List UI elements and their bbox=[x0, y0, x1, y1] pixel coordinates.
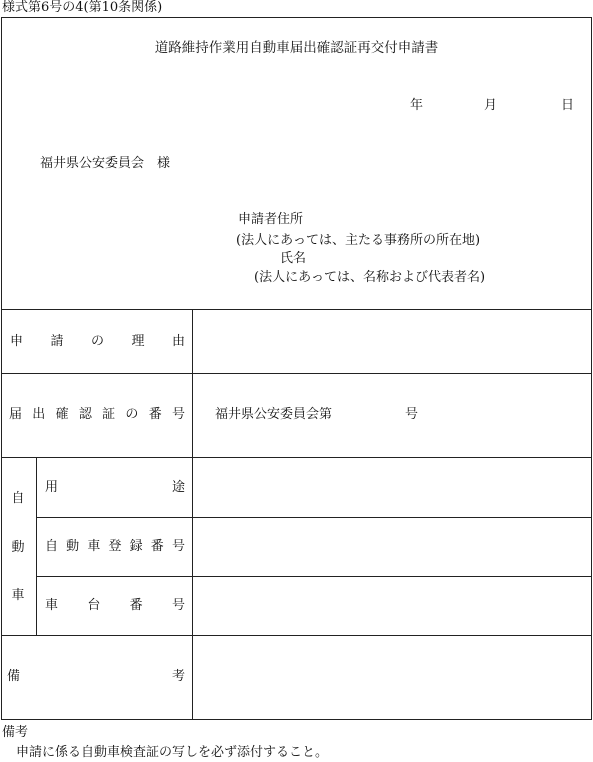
registration-number-label: 自 動 車 登 録 番 号 bbox=[45, 539, 185, 554]
reason-label: 申 請 の 理 由 bbox=[10, 334, 185, 349]
date-month-label: 月 bbox=[484, 98, 498, 113]
usage-label: 用 途 bbox=[45, 480, 185, 495]
cert-number-label: 届 出 確 認 証 の 番 号 bbox=[9, 407, 185, 422]
chassis-number-field[interactable] bbox=[193, 577, 591, 634]
cert-number-suffix: 号 bbox=[405, 407, 419, 422]
remarks-label: 備 考 bbox=[7, 669, 185, 684]
chassis-number-label: 車 台 番 号 bbox=[45, 598, 185, 613]
addressee: 福井県公安委員会 様 bbox=[40, 156, 171, 171]
applicant-name-note: (法人にあっては、名称および代表者名) bbox=[254, 270, 486, 285]
notes-heading: 備考 bbox=[2, 725, 29, 740]
registration-number-field[interactable] bbox=[193, 518, 591, 575]
cert-number-field[interactable] bbox=[342, 374, 404, 456]
cert-number-prefix: 福井県公安委員会第 bbox=[215, 407, 333, 422]
applicant-address-label: 申請者住所 bbox=[238, 212, 304, 227]
applicant-name-label: 氏名 bbox=[280, 251, 307, 266]
reason-field[interactable] bbox=[193, 310, 591, 372]
usage-field[interactable] bbox=[193, 458, 591, 516]
notes-text: 申請に係る自動車検査証の写しを必ず添付すること。 bbox=[16, 745, 329, 760]
remarks-field[interactable] bbox=[193, 636, 591, 719]
vehicle-group-label: 自 動 車 bbox=[11, 491, 25, 603]
date-day-label: 日 bbox=[561, 98, 575, 113]
form-number: 様式第6号の4(第10条関係) bbox=[2, 0, 163, 15]
applicant-address-note: (法人にあっては、主たる事務所の所在地) bbox=[236, 233, 481, 248]
date-year-label: 年 bbox=[410, 98, 424, 113]
divider-reason bbox=[1, 373, 592, 374]
form-title: 道路維持作業用自動車届出確認証再交付申請書 bbox=[154, 40, 439, 56]
vehicle-group-divider bbox=[36, 457, 37, 635]
